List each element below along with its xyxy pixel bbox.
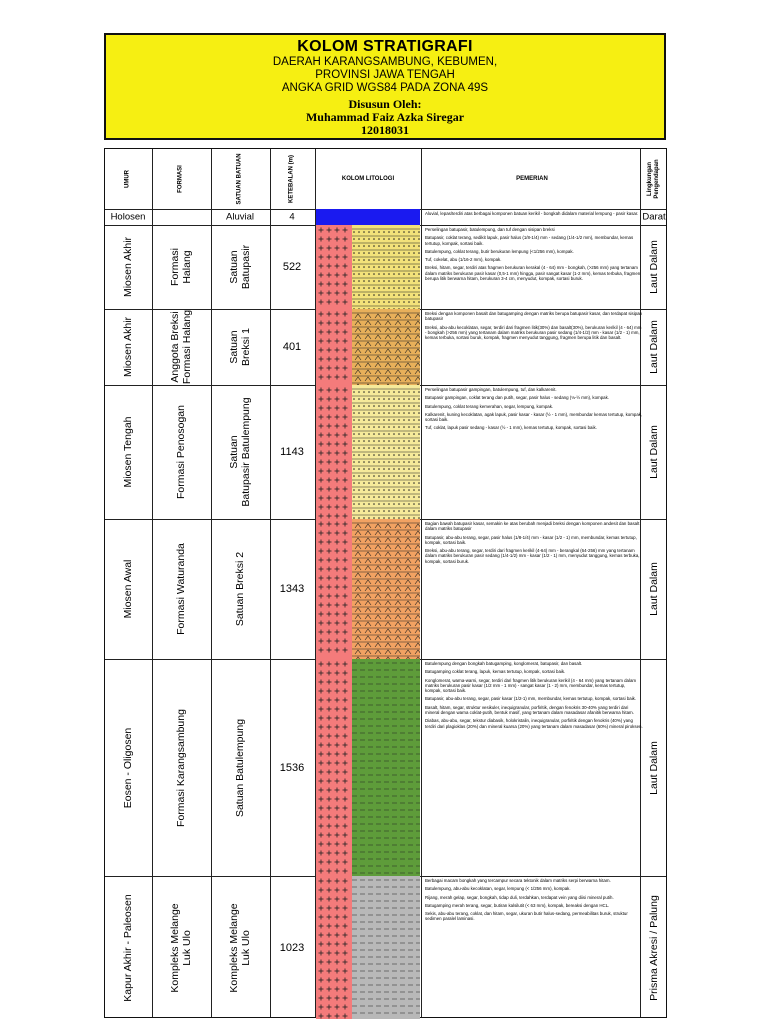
- row-3-umur: Miosen Tengah: [122, 416, 134, 488]
- row-4-pemerian: [425, 521, 643, 567]
- pemerian-paragraph: Batulempung, coklat terang kemerahan, segar, lempung, kompak.: [425, 403, 554, 409]
- row-1-pemerian: [425, 227, 643, 284]
- row-2-lingkungan: Laut Dalam: [648, 320, 660, 374]
- row-4-ketebalan: 1343: [279, 583, 305, 595]
- row-6-formasi: Kompleks Melange Luk Ulo: [169, 902, 193, 993]
- author-nim: 12018031: [361, 123, 409, 137]
- column-divider: [270, 149, 271, 1017]
- lithology-igneous-strip: [316, 225, 352, 314]
- row-0-lingkungan: Darat: [642, 211, 666, 223]
- column-divider: [152, 149, 153, 1017]
- lithology-igneous-strip: [316, 385, 352, 524]
- row-2-umur: Miosen Akhir: [122, 316, 134, 378]
- title-box: [104, 33, 666, 140]
- pemerian-paragraph: Kalkarenit, kuning kecoklatan, agak lapuk, pasir kasar - kasar (½ - 1 mm), membundar kemas tertutup, kompak, sortasi baik.: [425, 411, 643, 423]
- row-6-satuan: Kompleks Melange Luk Ulo: [228, 902, 252, 993]
- header-lingkungan: Lingkungan Pengendapan: [647, 159, 660, 199]
- pemerian-paragraph: Tuf, coklat, lapuk pasir sedang - kasar (½ - 1 mm), kemas tertutup, kompak, sortasi baik.: [425, 425, 597, 431]
- pemerian-paragraph: Perselingan batupasir gampingan, batulempung, tuf, dan kalkarenit.: [425, 387, 557, 392]
- row-1-formasi: Formasi Halang: [169, 248, 193, 286]
- row-4-satuan: Satuan Breksi 2: [234, 551, 246, 627]
- header-ketebalan: KETEBALAN (m): [288, 155, 295, 203]
- lithology-pattern: [352, 876, 420, 1024]
- header-satuan: SATUAN BATUAN: [236, 153, 243, 205]
- lithology-pattern: [352, 519, 420, 664]
- row-5-formasi: Formasi Karangsambung: [175, 708, 187, 827]
- row-6-pemerian: [425, 878, 643, 925]
- lithology-igneous-strip: [316, 309, 352, 390]
- pemerian-paragraph: Rijang, merah gelap, segar, bongkah, tidap duli, terdahkan, terdapat vein yang diisi mineral putih.: [425, 894, 614, 900]
- column-divider: [211, 149, 212, 1017]
- pemerian-paragraph: Batulempung, coklat terang, butir berukuran lempung (<1/256 mm), kompak.: [425, 248, 574, 254]
- row-2-pemerian: [425, 311, 643, 343]
- pemerian-paragraph: Basalt, hitam, segar, struktur vesikuler, inequigranular, porfiritik, dengan fenokris 30-40% yang terdiri dari mineral dengan warna coklat-putih, bentuk masif, yang tertanam dalam masadasar afanitik berwarna hitam.: [425, 704, 634, 716]
- lithology-igneous-strip: [316, 876, 352, 1024]
- row-5-pemerian: [425, 661, 643, 732]
- row-2-ketebalan: 401: [282, 341, 302, 353]
- pemerian-paragraph: Batugamping coklat terang, lapuk, kemas tertutup, kompak, sortasi baik.: [425, 669, 566, 675]
- lithology-alluvium: [316, 209, 420, 225]
- header-pemerian: PEMERIAN: [516, 176, 548, 182]
- pemerian-paragraph: Batupasir, coklat terang, sedikit lapuk, pasir halus (1/8-1/4) mm - sedang (1/4-1/2 mm), membundar, kemas tertutup, kompak, sortasi baik.: [425, 235, 634, 246]
- row-1-lingkungan: Laut Dalam: [648, 240, 660, 294]
- row-0-ketebalan: 4: [289, 211, 295, 223]
- author-label: Disusun Oleh:: [348, 97, 422, 111]
- row-6-umur: Kapur Akhir - Paleosen: [122, 893, 134, 1002]
- row-3-lingkungan: Laut Dalam: [648, 425, 660, 479]
- row-1-satuan: Satuan Batupasir: [228, 244, 252, 290]
- pemerian-paragraph: Breksi, abu-abu kecoklatan, segar, terdiri dari fragmen litik(30%) dan basalt(30%), berukuran kerikil (4 - 64) mm - bongkah (>256 mm) yang tertanam dalam matriks berukuran pasir sedang (1/4-1/2) mm - kasar (1/2 - 1) mm, kemas terbuka, sortasi buruk, kompak, fragmen menyudut tanggung, fragmen berupa litik dan basalt.: [425, 324, 642, 341]
- header-umur: UMUR: [124, 170, 131, 188]
- lithology-pattern: [352, 659, 420, 881]
- row-3-satuan: Satuan Batupasir Batulempung: [228, 397, 252, 507]
- row-1-ketebalan: 522: [282, 261, 302, 273]
- row-5-ketebalan: 1536: [279, 761, 305, 774]
- title-line-3: ANGKA GRID WGS84 PADA ZONA 49S: [281, 82, 489, 94]
- pemerian-paragraph: Perselingan batupasir, batulempung, dan tuf dengan sisipan breksi: [425, 227, 555, 232]
- author-name: Muhammad Faiz Azka Siregar: [305, 110, 465, 124]
- pemerian-paragraph: Aluvial, lepas/terdiri atas berbagai komponen batuan kerikil - bongkah didalam material lempung - pasir kasar.: [425, 211, 639, 216]
- pemerian-paragraph: Bagian bawah batupasir kasar, semakin ke atas berubah menjadi breksi dengan komponen andesit dan basalt dalam matriks batupasir: [425, 521, 640, 532]
- pemerian-paragraph: Breksi dengan komponen basalt dan batugamping dengan matriks berupa batupasir kasar, dan terdapat sisipan batupasir: [425, 311, 642, 322]
- pemerian-paragraph: Batulempung dengan bongkah batugamping, konglomerat, batupasir, dan basalt.: [425, 661, 583, 666]
- lithology-igneous-strip: [316, 519, 352, 664]
- row-5-satuan: Satuan Batulempung: [234, 718, 246, 817]
- row-5-lingkungan: Laut Dalam: [648, 740, 660, 795]
- lithology-pattern: [352, 385, 420, 524]
- pemerian-paragraph: Batupasir, abu-abu terang, segar, pasir kasar (1/2-1) mm, membundar, kemas tertutup, kompak, sortasi baik.: [425, 696, 637, 702]
- row-4-lingkungan: Laut Dalam: [648, 562, 660, 616]
- row-6-lingkungan: Prisma Akresi / Palung: [648, 894, 660, 1001]
- header-kolom: KOLOM LITOLOGI: [341, 176, 395, 182]
- row-0-umur: Holosen: [110, 211, 146, 223]
- column-divider: [421, 149, 422, 1017]
- row-3-ketebalan: 1143: [280, 446, 304, 458]
- row-4-formasi: Formasi Waturanda: [175, 543, 187, 635]
- pemerian-paragraph: Batupasir, abu-abu terang, segar, pasir halus (1/8-1/4) mm - kasar (1/2 - 1) mm, membundar, kemas tertutup, kompak, sortasi baik.: [425, 534, 637, 545]
- pemerian-paragraph: Batulempung, abu-abu kecoklatan, segar, lempung (< 1/256 mm), kompak.: [425, 886, 571, 892]
- pemerian-paragraph: Diabas, abu-abu, segar, tekstur diabasik, holokristalin, inequigranular, porfiritik dengan fenokris (40%) yang terdiri dari plagioklas (20%) dan mineral kuarsa (20%) yang tertanam dalam masadasar (60%) mineral piroksen.: [425, 718, 643, 729]
- pemerian-paragraph: Konglomerat, warna-warni, segar, terdiri dari fragmen litik berukuran kerikil (4 - 64 mm) yang tertanam dalam matriks berukuran pasir kasar (1/2 mm - 1 mm) - sangat kasar (1 - 2) mm, membundar, kemas tertutup, kompak, sortasi baik.: [425, 677, 637, 694]
- stratigraphic-column-table: [104, 148, 667, 1018]
- title-main: KOLOM STRATIGRAFI: [297, 38, 473, 55]
- header-formasi: FORMASI: [177, 165, 184, 193]
- row-2-satuan: Satuan Breksi 1: [228, 328, 252, 366]
- title-line-2: PROVINSI JAWA TENGAH: [315, 69, 455, 81]
- row-4-umur: Miosen Awal: [122, 559, 134, 619]
- lithology-pattern: [352, 309, 420, 390]
- lithology-igneous-strip: [316, 659, 352, 881]
- row-0-pemerian: [425, 211, 643, 219]
- title-line-1: DAERAH KARANGSAMBUNG, KEBUMEN,: [272, 56, 498, 68]
- pemerian-paragraph: Batupasir gampingan, coklat terang dan putih, segar, pasir halus - sedang (⅛-½ mm), kompak.: [425, 395, 610, 401]
- pemerian-paragraph: Tuf, cokelat, abu (1/16-2 mm), kompak.: [425, 257, 502, 263]
- row-2-formasi: Anggota Breksi Formasi Halang: [169, 309, 193, 385]
- pemerian-paragraph: Batugamping merah terang, segar, butiran kalsilutit (< 63 mm), kompak, bereaksi dengan HCL.: [425, 902, 610, 908]
- pemerian-paragraph: Breksi, hitam, segar, terdiri atas fragmen berukuran kerakal (4 - 64) mm - bongkah, (>256 mm) yang tertanam dalam matriks berukuran pasir kasar (0,5-1 mm) hingga, pasir sangat kasar (1-2 mm), kemas terbuka, fragmen berupa litik berwarna hitam, berukuran 3-4 cm, menyudut, kompak, sortasi buruk.: [425, 265, 641, 282]
- pemerian-paragraph: Berbagai macam bongkah yang tercampur secara tektonik dalam matriks serpi berwarna hitam.: [425, 878, 611, 883]
- pemerian-paragraph: Sekis, abu-abu terang, coklat, dan hitam, segar, ukuran butir halus-sedang, permeabilitas buruk, struktur sedimen paralel laminasi.: [425, 911, 628, 922]
- pemerian-paragraph: Breksi, abu-abu terang, segar, terdiri dari fragmen kerikil (4-64) mm - berangkal (64-256) mm yang tertanam dalam matriks berukuran pasir sedang (1/4-1/2) mm - kasar (1/2 - 1) mm, menyudut tanggung, kemas terbuka, kompak, sortasi buruk.: [425, 548, 640, 564]
- lithology-pattern: [352, 225, 420, 314]
- row-1-umur: Miosen Akhir: [122, 236, 134, 298]
- row-6-ketebalan: 1023: [279, 941, 305, 954]
- row-0-satuan: Aluvial: [226, 211, 254, 223]
- row-3-formasi: Formasi Penosogan: [175, 405, 187, 499]
- row-5-umur: Eosen - Oligosen: [122, 727, 134, 808]
- row-3-pemerian: [425, 387, 643, 434]
